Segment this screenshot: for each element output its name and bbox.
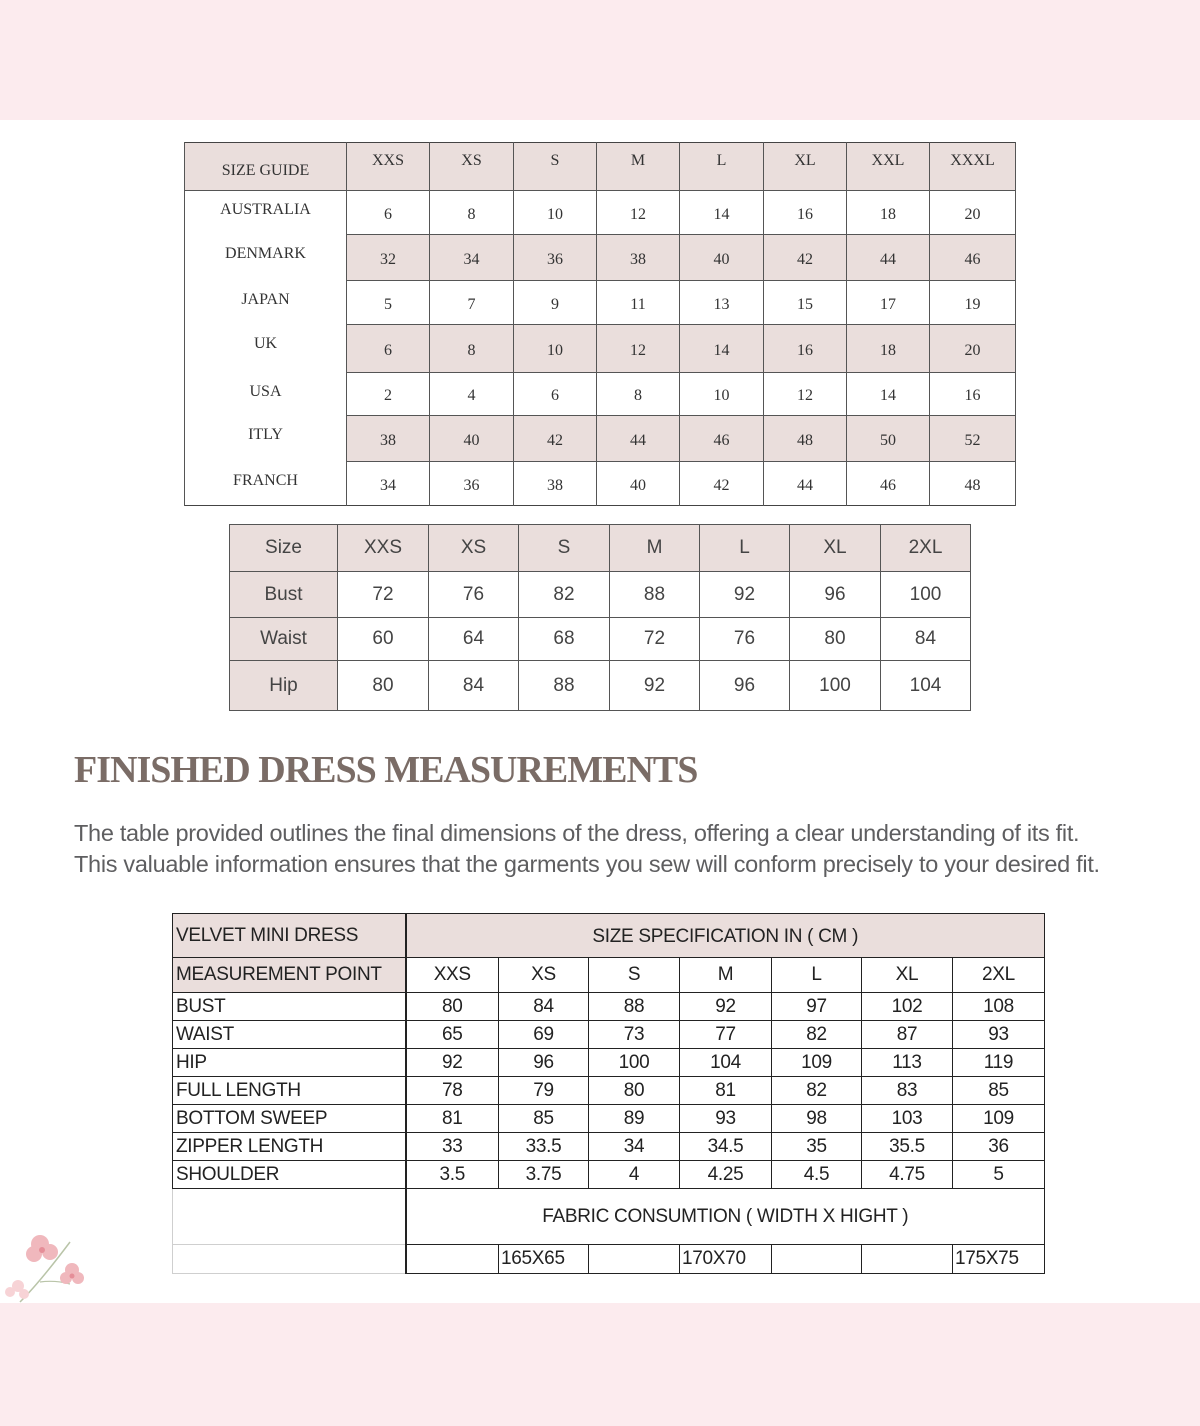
- body-header-row: [230, 525, 971, 572]
- size-guide-cell: 36: [514, 235, 597, 281]
- size-guide-header-cell: M: [597, 143, 680, 191]
- country-label: FRANCH: [185, 462, 347, 506]
- spec-cell: 3.5: [406, 1161, 499, 1189]
- size-guide-cell: 7: [430, 281, 514, 325]
- body-row: [230, 661, 971, 711]
- body-cell: 76: [700, 618, 790, 661]
- spec-row-label: ZIPPER LENGTH: [173, 1133, 406, 1161]
- fabric-value-xs: 165X65: [499, 1245, 589, 1274]
- spec-cell: 103: [862, 1105, 953, 1133]
- country-label: JAPAN: [185, 281, 347, 325]
- body-row: [230, 572, 971, 618]
- size-guide-header-cell: XXL: [847, 143, 930, 191]
- spec-header: SIZE SPECIFICATION IN ( CM ): [406, 914, 1045, 958]
- cherry-blossom-decoration: [0, 1222, 110, 1303]
- body-cell: 72: [610, 618, 700, 661]
- spec-row: [173, 1105, 1045, 1133]
- size-guide-cell: 50: [847, 416, 930, 462]
- size-guide-corner: SIZE GUIDE: [185, 143, 347, 191]
- size-guide-cell: 14: [680, 191, 764, 235]
- measurement-point-label: MEASUREMENT POINT: [173, 958, 406, 993]
- size-guide-cell: 20: [930, 325, 1016, 373]
- size-guide-cell: 12: [764, 373, 847, 416]
- country-label: UK: [185, 325, 347, 373]
- spec-cell: 65: [406, 1021, 499, 1049]
- fabric-value-m: 170X70: [680, 1245, 772, 1274]
- spec-size-cell: S: [589, 958, 680, 993]
- fabric-values-row: [173, 1245, 1045, 1274]
- size-guide-cell: 36: [430, 462, 514, 506]
- country-label: AUSTRALIA: [185, 191, 347, 235]
- spec-cell: 92: [406, 1049, 499, 1077]
- spec-cell: 34.5: [680, 1133, 772, 1161]
- body-cell: 96: [700, 661, 790, 711]
- fabric-empty-cell: [173, 1245, 406, 1274]
- size-guide-cell: 44: [764, 462, 847, 506]
- size-guide-header-cell: L: [680, 143, 764, 191]
- spec-cell: 4: [589, 1161, 680, 1189]
- body-cell: 80: [790, 618, 881, 661]
- intro-line-2: This valuable information ensures that the garments you sew will conform precisely to your desired fit.: [74, 851, 1100, 877]
- spec-cell: 113: [862, 1049, 953, 1077]
- spec-title-row: [173, 914, 1045, 958]
- product-name: VELVET MINI DRESS: [173, 914, 406, 958]
- size-guide-cell: 42: [680, 462, 764, 506]
- body-cell: 104: [881, 661, 971, 711]
- spec-row-label: WAIST: [173, 1021, 406, 1049]
- body-cell: 60: [338, 618, 429, 661]
- body-cell: 84: [881, 618, 971, 661]
- spec-cell: 73: [589, 1021, 680, 1049]
- spec-cell: 36: [953, 1133, 1045, 1161]
- spec-cell: 93: [953, 1021, 1045, 1049]
- size-guide-cell: 46: [930, 235, 1016, 281]
- body-header-cell: M: [610, 525, 700, 572]
- spec-row: [173, 1077, 1045, 1105]
- body-header-cell: S: [519, 525, 610, 572]
- body-measurements-table: [229, 524, 971, 711]
- flower-icon: [0, 1222, 110, 1303]
- size-guide-cell: 32: [347, 235, 430, 281]
- size-guide-cell: 44: [847, 235, 930, 281]
- size-guide-cell: 34: [430, 235, 514, 281]
- spec-cell: 84: [499, 993, 589, 1021]
- spec-cell: 82: [772, 1021, 862, 1049]
- size-guide-cell: 42: [764, 235, 847, 281]
- spec-row-label: BOTTOM SWEEP: [173, 1105, 406, 1133]
- size-guide-cell: 38: [597, 235, 680, 281]
- intro-text: [74, 818, 1174, 880]
- spec-cell: 5: [953, 1161, 1045, 1189]
- body-cell: 92: [700, 572, 790, 618]
- body-header-cell: L: [700, 525, 790, 572]
- finished-spec-table: [172, 913, 1045, 1274]
- fabric-value-xxl: 175X75: [953, 1245, 1045, 1274]
- spec-row: [173, 1161, 1045, 1189]
- spec-cell: 81: [680, 1077, 772, 1105]
- body-corner: Size: [230, 525, 338, 572]
- size-guide-cell: 16: [764, 191, 847, 235]
- size-guide-cell: 18: [847, 325, 930, 373]
- body-cell: 100: [881, 572, 971, 618]
- size-guide-cell: 48: [764, 416, 847, 462]
- size-guide-cell: 2: [347, 373, 430, 416]
- size-guide-cell: 19: [930, 281, 1016, 325]
- spec-cell: 69: [499, 1021, 589, 1049]
- spec-cell: 77: [680, 1021, 772, 1049]
- size-guide-cell: 10: [514, 325, 597, 373]
- body-cell: 68: [519, 618, 610, 661]
- spec-cell: 4.25: [680, 1161, 772, 1189]
- spec-row-label: HIP: [173, 1049, 406, 1077]
- size-guide-row: [185, 281, 1016, 325]
- body-cell: 72: [338, 572, 429, 618]
- size-guide-cell: 38: [347, 416, 430, 462]
- spec-cell: 119: [953, 1049, 1045, 1077]
- size-guide-cell: 9: [514, 281, 597, 325]
- body-cell: 80: [338, 661, 429, 711]
- body-cell: 92: [610, 661, 700, 711]
- body-cell: 76: [429, 572, 519, 618]
- size-guide-cell: 42: [514, 416, 597, 462]
- body-cell: 88: [610, 572, 700, 618]
- body-header-cell: XXS: [338, 525, 429, 572]
- spec-cell: 3.75: [499, 1161, 589, 1189]
- country-label: USA: [185, 373, 347, 416]
- intro-line-1: The table provided outlines the final dimensions of the dress, offering a clear understanding of its fit.: [74, 820, 1080, 846]
- size-guide-cell: 20: [930, 191, 1016, 235]
- size-guide-cell: 12: [597, 325, 680, 373]
- spec-size-cell: 2XL: [953, 958, 1045, 993]
- spec-cell: 33.5: [499, 1133, 589, 1161]
- body-row-label: Bust: [230, 572, 338, 618]
- size-guide-header-cell: XL: [764, 143, 847, 191]
- spec-row-label: BUST: [173, 993, 406, 1021]
- spec-cell: 104: [680, 1049, 772, 1077]
- fabric-empty-cell: [589, 1245, 680, 1274]
- size-guide-row: [185, 191, 1016, 235]
- size-guide-cell: 52: [930, 416, 1016, 462]
- spec-cell: 4.5: [772, 1161, 862, 1189]
- spec-size-row: [173, 958, 1045, 993]
- size-guide-cell: 16: [764, 325, 847, 373]
- size-guide-cell: 8: [430, 191, 514, 235]
- spec-cell: 88: [589, 993, 680, 1021]
- spec-cell: 81: [406, 1105, 499, 1133]
- spec-cell: 89: [589, 1105, 680, 1133]
- spec-row: [173, 1133, 1045, 1161]
- size-guide-header-cell: XXS: [347, 143, 430, 191]
- size-guide-row: [185, 416, 1016, 462]
- spec-row-label: SHOULDER: [173, 1161, 406, 1189]
- size-guide-cell: 40: [680, 235, 764, 281]
- spec-row: [173, 993, 1045, 1021]
- size-guide-cell: 14: [680, 325, 764, 373]
- size-guide-header-cell: XS: [430, 143, 514, 191]
- size-guide-cell: 40: [597, 462, 680, 506]
- size-guide-cell: 17: [847, 281, 930, 325]
- size-guide-cell: 16: [930, 373, 1016, 416]
- spec-cell: 92: [680, 993, 772, 1021]
- country-label: DENMARK: [185, 235, 347, 281]
- body-cell: 84: [429, 661, 519, 711]
- size-guide-cell: 44: [597, 416, 680, 462]
- spec-cell: 87: [862, 1021, 953, 1049]
- size-guide-cell: 48: [930, 462, 1016, 506]
- spec-cell: 83: [862, 1077, 953, 1105]
- fabric-empty-cell: [406, 1245, 499, 1274]
- spec-cell: 79: [499, 1077, 589, 1105]
- spec-cell: 34: [589, 1133, 680, 1161]
- size-guide-cell: 46: [680, 416, 764, 462]
- size-guide-cell: 34: [347, 462, 430, 506]
- fabric-label: FABRIC CONSUMTION ( WIDTH X HIGHT ): [406, 1189, 1045, 1245]
- spec-row: [173, 1049, 1045, 1077]
- spec-cell: 108: [953, 993, 1045, 1021]
- size-guide-cell: 6: [347, 325, 430, 373]
- size-guide-cell: 8: [430, 325, 514, 373]
- spec-cell: 96: [499, 1049, 589, 1077]
- spec-cell: 35.5: [862, 1133, 953, 1161]
- body-cell: 100: [790, 661, 881, 711]
- body-row-label: Hip: [230, 661, 338, 711]
- spec-cell: 35: [772, 1133, 862, 1161]
- spec-cell: 102: [862, 993, 953, 1021]
- body-row-label: Waist: [230, 618, 338, 661]
- size-guide-row: [185, 373, 1016, 416]
- size-guide-cell: 6: [347, 191, 430, 235]
- spec-cell: 85: [499, 1105, 589, 1133]
- size-guide-row: [185, 235, 1016, 281]
- size-guide-cell: 10: [514, 191, 597, 235]
- spec-cell: 33: [406, 1133, 499, 1161]
- spec-cell: 78: [406, 1077, 499, 1105]
- spec-row: [173, 1021, 1045, 1049]
- size-guide-cell: 12: [597, 191, 680, 235]
- size-guide-header-cell: S: [514, 143, 597, 191]
- body-row: [230, 618, 971, 661]
- spec-cell: 85: [953, 1077, 1045, 1105]
- size-guide-cell: 6: [514, 373, 597, 416]
- spec-size-cell: XXS: [406, 958, 499, 993]
- spec-row-label: FULL LENGTH: [173, 1077, 406, 1105]
- size-guide-cell: 11: [597, 281, 680, 325]
- fabric-empty-cell: [173, 1189, 406, 1245]
- spec-size-cell: L: [772, 958, 862, 993]
- body-cell: 64: [429, 618, 519, 661]
- spec-cell: 4.75: [862, 1161, 953, 1189]
- spec-cell: 109: [772, 1049, 862, 1077]
- size-guide-table: [184, 142, 1016, 506]
- body-cell: 96: [790, 572, 881, 618]
- size-guide-cell: 40: [430, 416, 514, 462]
- size-guide-cell: 14: [847, 373, 930, 416]
- size-guide-cell: 18: [847, 191, 930, 235]
- spec-cell: 93: [680, 1105, 772, 1133]
- size-guide-cell: 15: [764, 281, 847, 325]
- spec-size-cell: M: [680, 958, 772, 993]
- spec-cell: 97: [772, 993, 862, 1021]
- size-guide-cell: 13: [680, 281, 764, 325]
- size-guide-cell: 8: [597, 373, 680, 416]
- country-label: ITLY: [185, 416, 347, 462]
- spec-cell: 109: [953, 1105, 1045, 1133]
- size-guide-row: [185, 325, 1016, 373]
- size-guide-cell: 38: [514, 462, 597, 506]
- size-guide-header-cell: XXXL: [930, 143, 1016, 191]
- spec-cell: 82: [772, 1077, 862, 1105]
- size-guide-cell: 10: [680, 373, 764, 416]
- finished-measurements-title: FINISHED DRESS MEASUREMENTS: [74, 749, 698, 791]
- body-cell: 88: [519, 661, 610, 711]
- fabric-row: [173, 1189, 1045, 1245]
- spec-size-cell: XL: [862, 958, 953, 993]
- size-guide-cell: 4: [430, 373, 514, 416]
- size-guide-cell: 46: [847, 462, 930, 506]
- fabric-empty-cell: [862, 1245, 953, 1274]
- body-header-cell: 2XL: [881, 525, 971, 572]
- body-cell: 82: [519, 572, 610, 618]
- fabric-empty-cell: [772, 1245, 862, 1274]
- spec-cell: 100: [589, 1049, 680, 1077]
- spec-cell: 98: [772, 1105, 862, 1133]
- size-guide-row: [185, 462, 1016, 506]
- spec-size-cell: XS: [499, 958, 589, 993]
- body-header-cell: XL: [790, 525, 881, 572]
- spec-cell: 80: [589, 1077, 680, 1105]
- size-guide-header-row: [185, 143, 1016, 191]
- spec-cell: 80: [406, 993, 499, 1021]
- size-guide-cell: 5: [347, 281, 430, 325]
- body-header-cell: XS: [429, 525, 519, 572]
- size-chart-sheet: [0, 120, 1200, 1303]
